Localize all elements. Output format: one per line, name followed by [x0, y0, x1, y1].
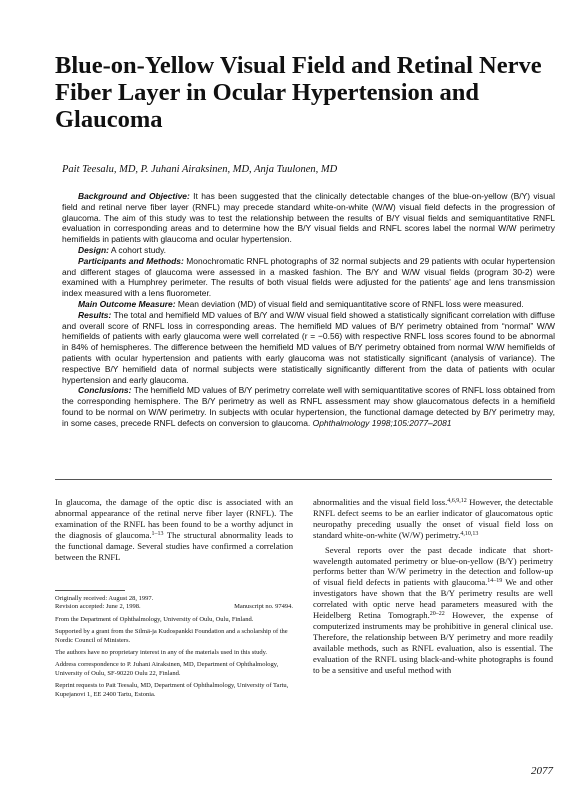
- abstract-background-text: It has been suggested that the clinically detectable changes of the blue-on-yellow (B/Y) visual field and retinal nerve fiber layer (RNFL) may precede standard white-on-white (W/W) visual field defects in the progression of glaucoma. The aim of this study was to test the relationship between the results of B/Y visual fields and semiquantitative RNFL evaluation in corresponding areas and to determine how the B/Y visual fields and RNFL scores label the normal W/W perimetry hemifields in patients with glaucoma and ocular hypertension.: [62, 191, 555, 245]
- reference-marker: 1–13: [151, 530, 164, 537]
- body-text: However, the detectable RNFL defect seems to be an earlier indicator of glaucomatous optic neuropathy preceding usually the onset of visual field loss on standard white-on-white (W/W) perimetry.: [313, 497, 553, 540]
- footnote-interest: The authors have no proprietary interest in any of the materials used in this study.: [55, 649, 268, 657]
- abstract-design-label: Design:: [78, 244, 109, 255]
- author-list: Pait Teesalu, MD, P. Juhani Airaksinen, MD, Anja Tuulonen, MD: [62, 164, 338, 175]
- abstract-outcome-text: Mean deviation (MD) of visual field and semiquantitative score of RNFL loss were measured.: [177, 298, 524, 309]
- abstract-design-text: A cohort study.: [110, 244, 167, 255]
- abstract-conclusions-text: The hemifield MD values of B/Y perimetry correlate well with semiquantitative scores of RNFL loss obtained from the corresponding hemisphere. The B/Y perimetry as well as RNFL assessment may show glaucomatous defects in a hemifield found to be normal on W/W perimetry. In subjects with ocular hypertension, the functional damage detected by B/Y perimetry may, in some cases, precede RNFL defects on conversion to glaucoma.: [62, 385, 555, 428]
- footnotes: [55, 590, 293, 703]
- abstract-background-label: Background and Objective:: [78, 191, 190, 201]
- body-column-left: [55, 497, 293, 562]
- body-paragraph: [313, 497, 553, 541]
- journal-citation: Ophthalmology 1998;105:2077–2081: [312, 417, 452, 428]
- abstract-background: [62, 191, 555, 245]
- abstract: [62, 191, 555, 429]
- footnote-correspondence: Address correspondence to P. Juhani Airaksinen, MD, Department of Ophthalmology, University of Oulu, SF-90220 Oulu 22, Finland.: [55, 661, 279, 677]
- reference-marker: 14–19: [487, 578, 503, 585]
- abstract-results-text: The total and hemifield MD values of B/Y and W/W visual field showed a statistically significant correlation with diffuse and overall score of RNFL loss in corresponding areas. The hemifield MD values of B/Y perimetry obtained from “normal” W/W hemifields of patients with early glaucoma were well correlated (r = −0.56) with respective RNFL loss scores found to be abnormal in 84% of hemispheres. The difference between the hemifield MD values of B/Y perimetry obtained from normal W/W hemifields of patients with ocular hypertension and patients with early glaucoma was not statistically significant (analysis of variance). The respective B/Y hemifield data of normal subjects were statistically significantly different from the data of patients with ocular hypertension and early glaucoma.: [62, 309, 555, 385]
- footnote-department: From the Department of Ophthalmology, University of Oulu, Oulu, Finland.: [55, 615, 254, 623]
- footnote-reprints: Reprint requests to Pait Teesalu, MD, Department of Ophthalmology, University of Tartu, Kupejanovi 1, EE 2400 Tartu, Estonia.: [55, 682, 289, 698]
- footnote-accepted: Revision accepted: June 2, 1998.: [55, 603, 141, 611]
- footnote-rule: [55, 590, 125, 591]
- body-text: However, the expense of computerized instruments may be prohibitive in general clinical use. Therefore, the relationship between B/Y perimetry and more readily available methods, such as RNFL evaluation, also is essential. The evaluation of the RNFL using black-and-white photographs is found to be a sensitive and useful method with: [313, 610, 553, 675]
- footnote-received: Originally received: August 28, 1997.: [55, 595, 154, 602]
- body-text: The structural abnormality leads to the functional damage. Several studies have confirmed a correlation between the RNFL: [55, 529, 293, 562]
- section-divider: [55, 479, 552, 480]
- footnote-revision-row: [55, 603, 293, 611]
- abstract-participants-label: Participants and Methods:: [78, 255, 184, 266]
- reference-marker: 4,10,13: [460, 530, 479, 537]
- reference-marker: 4,6,9,12: [447, 498, 467, 504]
- abstract-results: [62, 310, 555, 386]
- article-title: Blue-on-Yellow Visual Field and Retinal Nerve Fiber Layer in Ocular Hypertension and Glaucoma: [55, 52, 542, 133]
- abstract-conclusions: [62, 385, 555, 428]
- footnote-support: Supported by a grant from the Silmä-ja Kudospankki Foundation and a scholarship of the Nordic Council of Ministers.: [55, 628, 288, 644]
- body-paragraph: [313, 545, 553, 676]
- abstract-participants-text: Monochromatic RNFL photographs of 32 normal subjects and 29 patients with ocular hypertension and different stages of glaucoma were assessed in a masked fashion. The B/Y and W/W visual fields (program 30-2) were examined with a Humphrey perimeter. The results of both visual fields were adjusted for the patients' age and lens transmission index measured with a lens fluorometer.: [62, 255, 555, 299]
- body-text: Several reports over the past decade indicate that short-wavelength automated perimetry or blue-on-yellow (B/Y) perimetry performs better than W/W perimetry in the detection and follow-up of visual field defects in patients with glaucoma.: [313, 544, 553, 588]
- body-text: In glaucoma, the damage of the optic disc is associated with an abnormal appearance of the retinal nerve fiber layer (RNFL). The examination of the RNFL has been found to be a worthy adjunct in the diagnosis of glaucoma.: [55, 497, 293, 540]
- body-text: abnormalities and the visual field loss.: [313, 497, 448, 507]
- abstract-outcome-label: Main Outcome Measure:: [78, 298, 176, 309]
- body-column-right: [313, 497, 553, 676]
- abstract-design: [62, 245, 555, 256]
- body-text: We and other investigators have shown that the B/Y perimetry results are well correlated with optic nerve head parameters measured with the Heidelberg Retina Tomograph.: [313, 577, 553, 621]
- abstract-results-label: Results:: [78, 309, 112, 320]
- page-number: 2077: [531, 765, 553, 777]
- abstract-outcome: [62, 299, 555, 310]
- abstract-participants: [62, 256, 555, 299]
- reference-marker: 20–22: [429, 611, 445, 618]
- footnote-manuscript: Manuscript no. 97494.: [234, 603, 293, 611]
- abstract-conclusions-label: Conclusions:: [78, 385, 132, 396]
- body-paragraph: [55, 497, 293, 562]
